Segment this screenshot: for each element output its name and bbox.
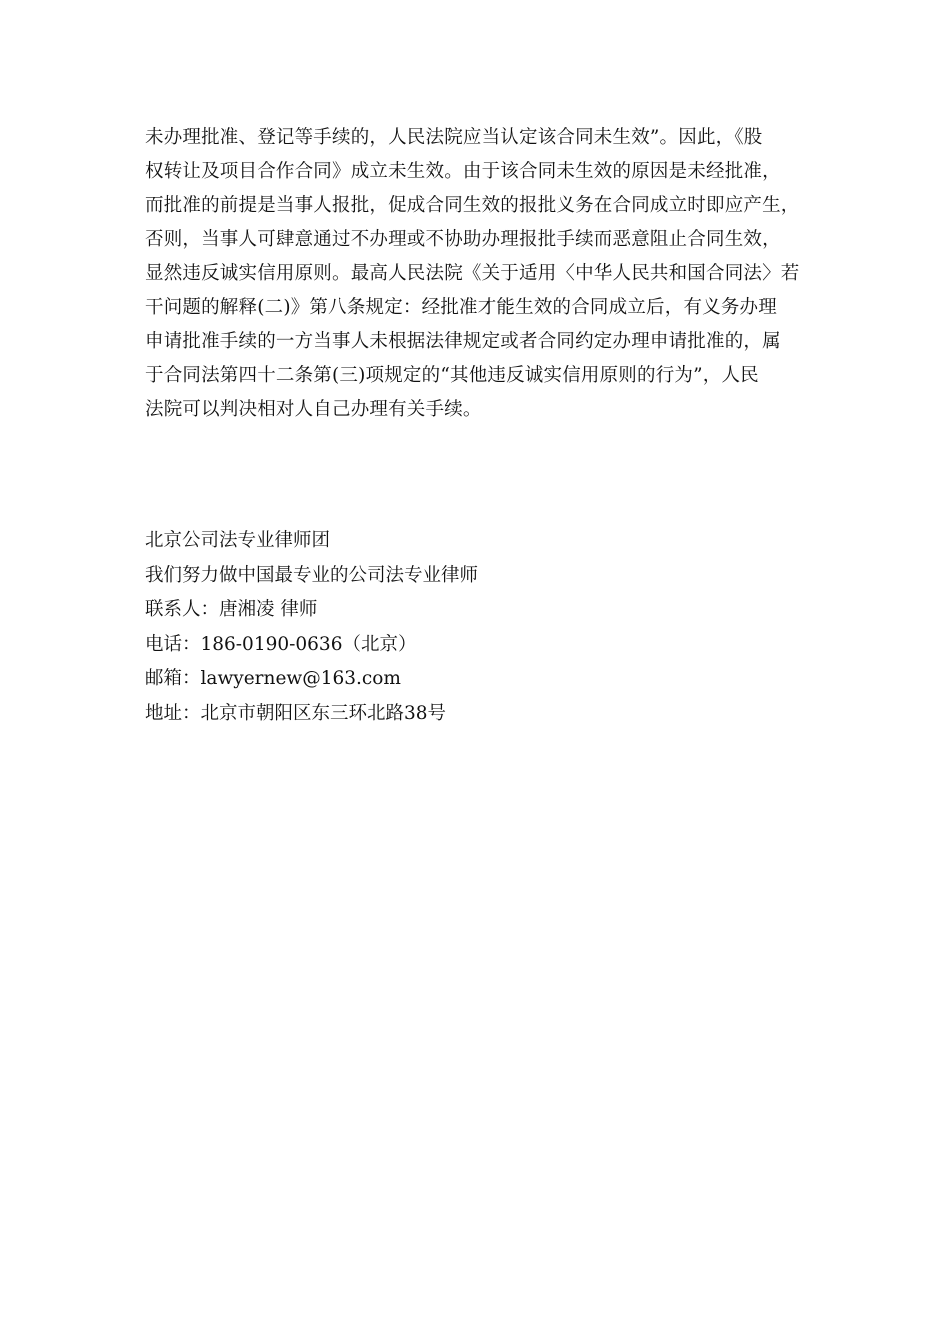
phone-number: 电话：186-0190-0636（北京） [145, 633, 417, 655]
paragraph-line: 权转让及项目合作合同》成立未生效。由于该合同未生效的原因是未经批准， [145, 161, 781, 182]
paragraph-line: 否则，当事人可肆意通过不办理或不协助办理报批手续而恶意阻止合同生效， [145, 229, 781, 250]
paragraph-line: 显然违反诚实信用原则。最高人民法院《关于适用〈中华人民共和国合同法〉若 [145, 263, 800, 284]
paragraph-line: 申请批准手续的一方当事人未根据法律规定或者合同约定办理申请批准的，属 [145, 331, 781, 352]
email-address: 邮箱：lawyernew@163.com [145, 668, 401, 689]
paragraph-line: 于合同法第四十二条第(三)项规定的“其他违反诚实信用原则的行为”，人民 [145, 365, 759, 386]
postal-address: 地址：北京市朝阳区东三环北路38号 [145, 702, 447, 724]
paragraph-line: 未办理批准、登记等手续的，人民法院应当认定该合同未生效”。因此，《股 [145, 127, 763, 148]
paragraph-line: 法院可以判决相对人自己办理有关手续。 [145, 399, 482, 420]
team-name: 北京公司法专业律师团 [145, 530, 331, 551]
paragraph-line: 而批准的前提是当事人报批，促成合同生效的报批义务在合同成立时即应产生， [145, 195, 800, 216]
contact-person: 联系人：唐湘凌 律师 [145, 599, 318, 620]
slogan: 我们努力做中国最专业的公司法专业律师 [145, 564, 479, 586]
contact-block [145, 524, 745, 731]
paragraph-line: 干问题的解释(二)》第八条规定：经批准才能生效的合同成立后，有义务办理 [145, 297, 777, 318]
body-paragraph [145, 121, 815, 427]
